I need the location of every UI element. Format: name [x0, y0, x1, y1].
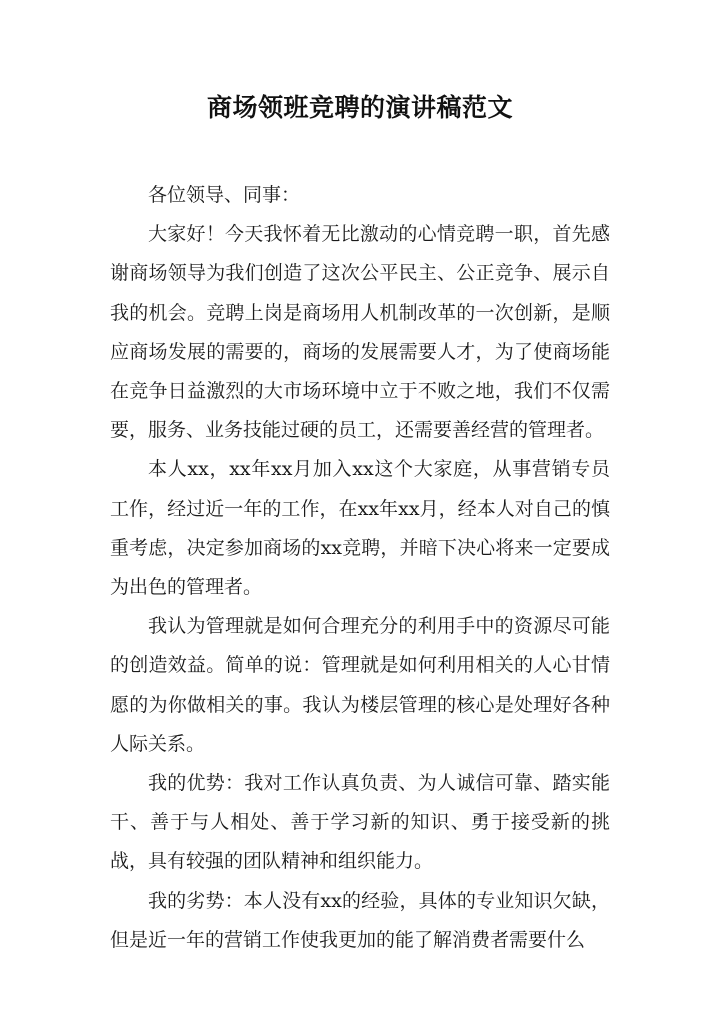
opening-paragraph: 大家好！今天我怀着无比激动的心情竞聘一职，首先感谢商场领导为我们创造了这次公平民主、公正竞争、展示自我的机会。竞聘上岗是商场用人机制改革的一次创新，是顺应商场发展的需要的，商场的发展需要人才，为了使商场能在竞争日益激烈的大市场环境中立于不败之地，我们不仅需要，服务、业务技能过硬的员工，还需要善经营的管理者。 [110, 223, 610, 442]
page-title: 商场领班竞聘的演讲稿范文 [206, 93, 513, 122]
management-view-paragraph: 我认为管理就是如何合理充分的利用手中的资源尽可能的创造效益。简单的说：管理就是如何利用相关的人心甘情愿的为你做相关的事。我认为楼层管理的核心是处理好各种人际关系。 [110, 615, 610, 755]
salutation-paragraph: 各位领导、同事： [148, 184, 301, 206]
document-body [110, 176, 610, 960]
weaknesses-paragraph: 我的劣势：本人没有xx的经验，具体的专业知识欠缺，但是近一年的营销工作使我更加的能了解消费者需要什么 [110, 889, 610, 951]
background-paragraph: 本人xx，xx年xx月加入xx这个大家庭，从事营销专员工作，经过近一年的工作，在xx年xx月，经本人对自己的慎重考虑，决定参加商场的xx竞聘，并暗下决心将来一定要成为出色的管理者。 [110, 458, 610, 599]
strengths-paragraph: 我的优势：我对工作认真负责、为人诚信可靠、踏实能干、善于与人相处、善于学习新的知识、勇于接受新的挑战，具有较强的团队精神和组织能力。 [110, 772, 610, 873]
